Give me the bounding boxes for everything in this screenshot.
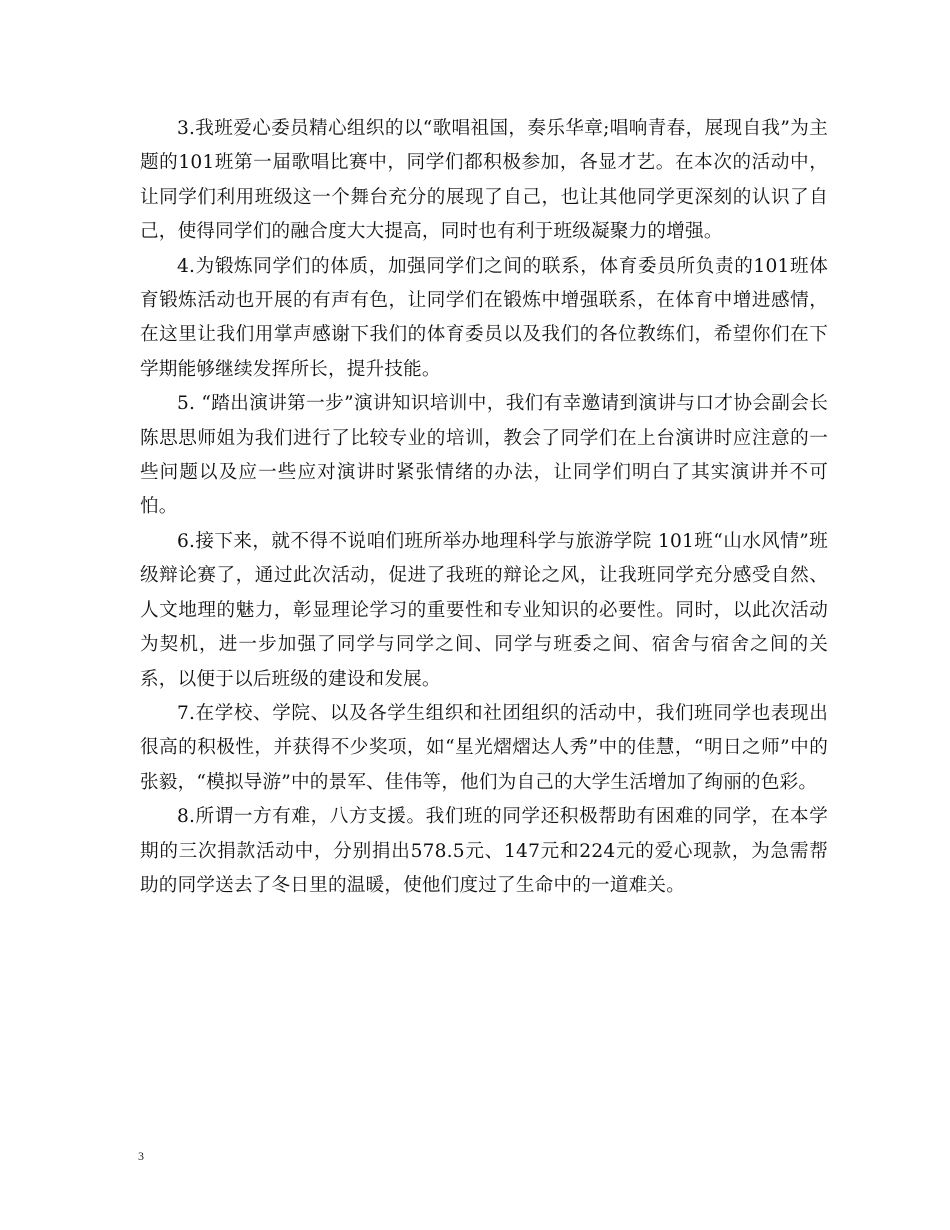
paragraph-4: 4.为锻炼同学们的体质，加强同学们之间的联系，体育委员所负责的101班体育锻炼活动也开展的有声有色，让同学们在锻炼中增强联系，在体育中增进感情，在这里让我们用掌声感谢下我们的体育委员以及我们的各位教练们，希望你们在下学期能够继续发挥所长，提升技能。 bbox=[140, 255, 828, 380]
paragraph-6: 6.接下来，就不得不说咱们班所举办地理科学与旅游学院 101班“山水风情”班级辩论赛了，通过此次活动，促进了我班的辩论之风，让我班同学充分感受自然、人文地理的魅力，彰显理论学习的重要性和专业知识的必要性。同时，以此次活动为契机，进一步加强了同学与同学之间、同学与班委之间、宿舍与宿舍之间的关系，以便于以后班级的建设和发展。 bbox=[140, 530, 828, 690]
paragraph-5: 5. “踏出演讲第一步”演讲知识培训中，我们有幸邀请到演讲与口才协会副会长陈思思师姐为我们进行了比较专业的培训，教会了同学们在上台演讲时应注意的一些问题以及应一些应对演讲时紧张情绪的办法，让同学们明白了其实演讲并不可怕。 bbox=[140, 393, 828, 518]
paragraph-7: 7.在学校、学院、以及各学生组织和社团组织的活动中，我们班同学也表现出很高的积极性，并获得不少奖项，如“星光熠熠达人秀”中的佳慧，“明日之师”中的张毅，“模拟导游”中的景军、佳伟等，他们为自己的大学生活增加了绚丽的色彩。 bbox=[140, 702, 828, 793]
paragraph-8: 8.所谓一方有难，八方支援。我们班的同学还积极帮助有困难的同学，在本学期的三次捐款活动中，分别捐出578.5元、147元和224元的爱心现款，为急需帮助的同学送去了冬日里的温暖，使他们度过了生命中的一道难关。 bbox=[140, 806, 828, 896]
document-body bbox=[140, 112, 828, 903]
paragraph-3: 3.我班爱心委员精心组织的以“歌唱祖国，奏乐华章;唱响青春，展现自我”为主题的101班第一届歌唱比赛中，同学们都积极参加，各显才艺。在本次的活动中，让同学们利用班级这一个舞台充分的展现了自己，也让其他同学更深刻的认识了自己，使得同学们的融合度大大提高，同时也有利于班级凝聚力的增强。 bbox=[140, 118, 828, 243]
page-number: 3 bbox=[138, 1149, 144, 1163]
